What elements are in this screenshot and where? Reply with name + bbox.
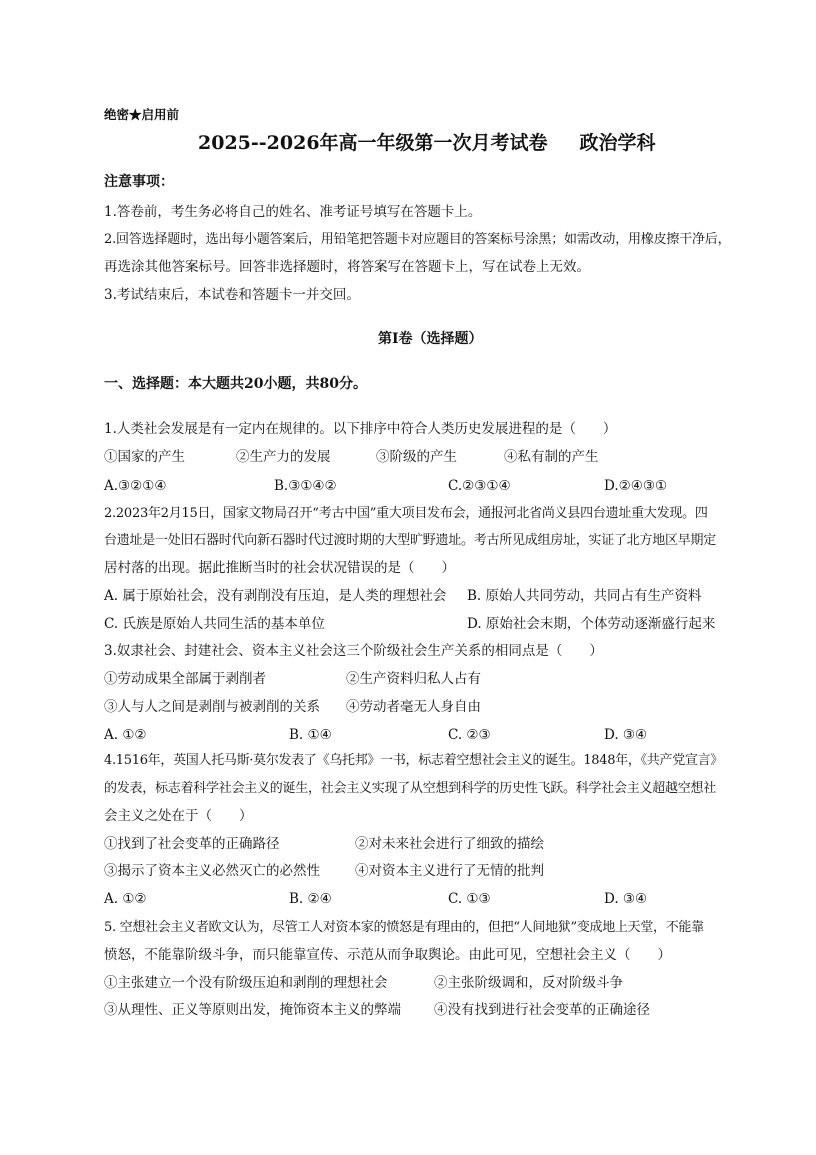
q2-stem-line-1: 2.2023年2月15日，国家文物局召开“考古中国”重大项目发布会，通报河北省尚义县四台遗址重大发现。四	[104, 506, 708, 521]
q4-stem-line-1: 4.1516年，英国人托马斯·莫尔发表了《乌托邦》一书，标志着空想社会主义的诞生。1848年，《共产党宣言》	[104, 753, 724, 768]
q2-stem-line-3: 居村落的出现。据此推断当时的社会状况错误的是（ ）	[104, 560, 455, 576]
q4-statement-2: ②对未来社会进行了细致的描绘	[355, 836, 544, 852]
q1-option-a: A.③②①④	[104, 478, 167, 494]
q3-statement-3: ③人与人之间是剥削与被剥削的关系	[104, 699, 320, 715]
q4-statement-1: ①找到了社会变革的正确路径	[104, 836, 280, 852]
notice-item-2-line-2: 再选涂其他答案标号。回答非选择题时，将答案写在答题卡上，写在试卷上无效。	[104, 259, 590, 275]
q5-statement-3: ③从理性、正义等原则出发，掩饰资本主义的弊端	[104, 1002, 401, 1018]
q5-stem-line-2: 愤怒，不能靠阶级斗争，而只能靠宣传、示范从而争取舆论。由此可见，空想社会主义（ ）	[104, 947, 671, 963]
q2-stem-line-2: 台遗址是一处旧石器时代向新石器时代过渡时期的大型旷野遗址。考古所见成组房址，实证了北方地区早期定	[104, 533, 717, 548]
notice-item-2-line-1: 2.回答选择题时，选出每小题答案后，用铅笔把答题卡对应题目的答案标号涂黑；如需改动，用橡皮擦干净后，	[104, 232, 731, 247]
q1-option-c: C.②③①④	[448, 478, 511, 494]
q4-statement-4: ④对资本主义进行了无情的批判	[355, 863, 544, 879]
q1-option-b: B.③①④②	[274, 478, 337, 494]
notice-heading: 注意事项：	[104, 174, 174, 190]
q2-option-b: B. 原始人共同劳动，共同占有生产资料	[467, 588, 702, 604]
q4-option-a: A. ①②	[104, 891, 147, 907]
q5-statement-2: ②主张阶级调和，反对阶级斗争	[434, 975, 623, 991]
part-heading: 一、选择题：本大题共20小题，共80分。	[104, 376, 367, 392]
exam-title	[198, 131, 656, 155]
q5-stem-line-1: 5. 空想社会主义者欧文认为，尽管工人对资本家的愤怒是有理由的，但把“人间地狱”变成地上天堂，不能靠	[104, 920, 704, 935]
q1-statement-2: ②生产力的发展	[236, 449, 331, 465]
q1-stem: 1.人类社会发展是有一定内在规律的。以下排序中符合人类历史发展进程的是（ ）	[104, 421, 617, 437]
q3-statement-2: ②生产资料归私人占有	[346, 671, 481, 687]
q4-option-c: C. ①③	[448, 891, 491, 907]
q2-option-c: C. 氏族是原始人共同生活的基本单位	[104, 616, 325, 632]
q1-statement-1: ①国家的产生	[104, 449, 185, 465]
q4-stem-line-2: 的发表，标志着科学社会主义的诞生，社会主义实现了从空想到科学的历史性飞跃。科学社会主义超越空想社	[104, 781, 717, 796]
q3-option-d: D. ③④	[604, 727, 648, 743]
exam-title-main: 2025--2026年高一年级第一次月考试卷	[198, 132, 548, 154]
confidential-label: 绝密★启用前	[104, 107, 180, 122]
q4-option-d: D. ③④	[604, 891, 648, 907]
notice-item-1: 1.答卷前，考生务必将自己的姓名、准考证号填写在答题卡上。	[104, 204, 482, 220]
q3-statement-4: ④劳动者毫无人身自由	[346, 699, 481, 715]
q2-option-d: D. 原始社会末期，个体劳动逐渐盛行起来	[467, 616, 716, 632]
notice-item-3: 3.考试结束后，本试卷和答题卡一并交回。	[104, 287, 360, 303]
q1-option-d: D.②④③①	[604, 478, 668, 494]
q3-option-b: B. ①④	[289, 727, 332, 743]
q4-option-b: B. ②④	[289, 891, 332, 907]
q3-option-c: C. ②③	[448, 727, 491, 743]
q3-stem: 3.奴隶社会、封建社会、资本主义社会这三个阶级社会生产关系的相同点是（ ）	[104, 643, 603, 659]
q1-statement-4: ④私有制的产生	[504, 449, 599, 465]
volume-title: 第Ⅰ卷（选择题）	[378, 331, 483, 347]
q2-option-a: A. 属于原始社会，没有剥削没有压迫，是人类的理想社会	[104, 588, 447, 604]
q1-statement-3: ③阶级的产生	[376, 449, 457, 465]
exam-title-subject: 政治学科	[579, 132, 656, 154]
q4-statement-3: ③揭示了资本主义必然灭亡的必然性	[104, 863, 320, 879]
q4-stem-line-3: 会主义之处在于（ ）	[104, 808, 253, 824]
q3-option-a: A. ①②	[104, 727, 147, 743]
q5-statement-1: ①主张建立一个没有阶级压迫和剥削的理想社会	[104, 975, 388, 991]
q3-statement-1: ①劳动成果全部属于剥削者	[104, 671, 266, 687]
q5-statement-4: ④没有找到进行社会变革的正确途径	[434, 1002, 650, 1018]
